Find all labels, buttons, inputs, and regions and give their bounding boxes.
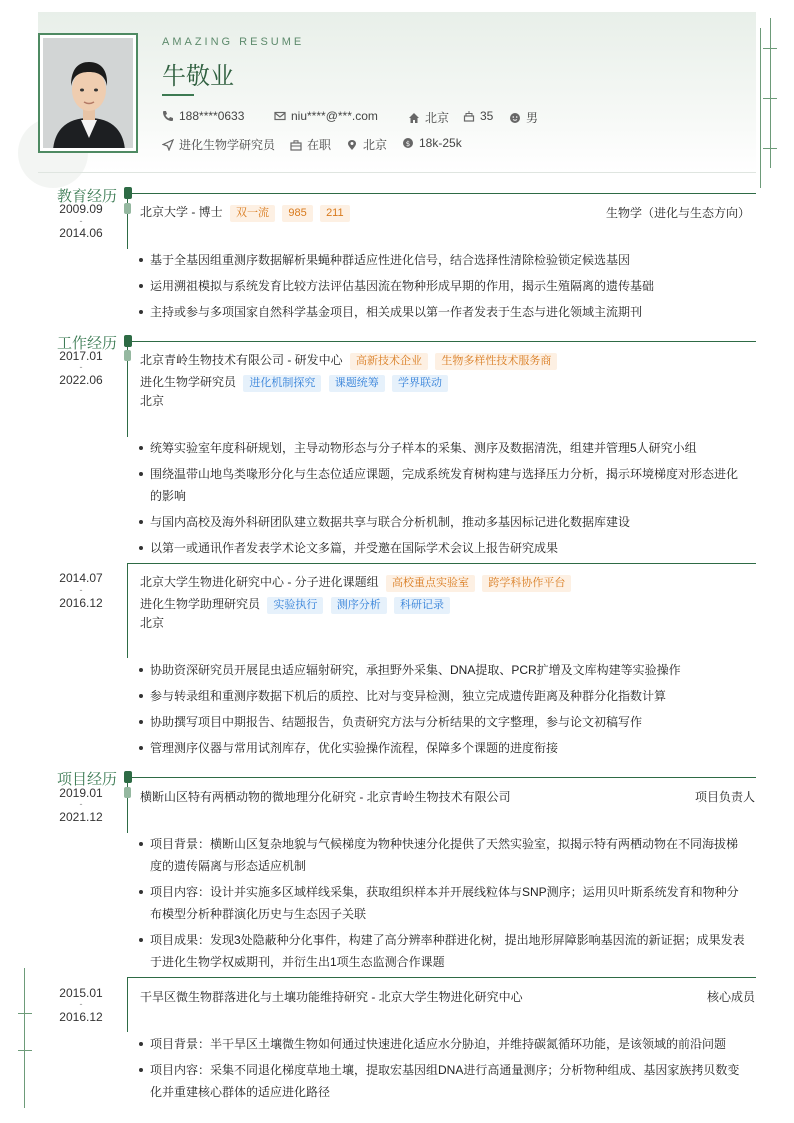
project-start-date: 2019.01 [59, 786, 103, 800]
right-decor-tick [763, 48, 777, 49]
list-item: 主持或参与多项国家自然科学基金项目，相关成果以第一作者发表于生态与进化领域主流期刊 [139, 301, 749, 323]
info-status [290, 136, 331, 153]
list-item: 管理测序仪器与常用试剂库存，优化实验操作流程，保障多个课题的进度衔接 [139, 737, 749, 759]
list-item: 项目内容：设计并实施多区域样线采集，获取组织样本并开展线粒体与SNP测序；运用贝叶斯系统发育和物种分布模型分析种群演化历史与生态因子关联 [139, 881, 749, 925]
section-line [132, 193, 756, 194]
position-text: 进化生物学研究员 [179, 138, 276, 152]
company-tag: 高校重点实验室 [386, 575, 475, 592]
cake-icon [463, 110, 475, 122]
list-item: 基于全基因组重测序数据解析果蝇种群适应性进化信号，结合选择性清除检验锁定候选基因 [139, 249, 749, 271]
timeline-line [127, 977, 128, 1032]
date-dash: - [79, 585, 83, 595]
role-tag: 科研记录 [394, 597, 450, 614]
section-node [124, 771, 132, 783]
entry-divider [128, 977, 756, 978]
edu-start-date: 2009.09 [59, 202, 103, 216]
project-end-date: 2021.12 [59, 810, 103, 824]
edu-tag: 985 [282, 205, 312, 222]
list-item: 项目背景：横断山区复杂地貌与气候梯度为物种快速分化提供了天然实验室，拟揭示特有两栖动物在不同海拔梯度的遗传隔离与形态适应机制 [139, 833, 749, 877]
phone-icon [162, 110, 174, 122]
age-text: 35 [480, 109, 494, 123]
section-line [132, 777, 756, 778]
header-background [38, 12, 756, 172]
info-position [162, 136, 275, 153]
left-decor-tick [18, 1050, 32, 1051]
edu-tag: 211 [320, 205, 350, 222]
role-tag: 课题统筹 [329, 375, 385, 392]
role-tag: 测序分析 [331, 597, 387, 614]
company-tag: 生物多样性技术服务商 [435, 353, 557, 370]
list-item: 运用溯祖模拟与系统发育比较方法评估基因流在物种形成早期的作用，揭示生殖隔离的遗传基础 [139, 275, 749, 297]
mail-icon [274, 110, 286, 122]
brand-label: AMAZING RESUME [162, 36, 305, 48]
timeline-node [124, 203, 131, 214]
job-company: 北京大学生物进化研究中心 - 分子进化课题组 [140, 575, 379, 589]
right-decor-line-2 [760, 28, 761, 188]
edu-school-row [140, 203, 350, 222]
city-text: 北京 [425, 111, 450, 125]
job-role: 进化生物学助理研究员 [140, 597, 261, 611]
company-tag: 高新技术企业 [350, 353, 428, 370]
date-dash: - [79, 216, 83, 226]
salary-text: 18k-25k [419, 136, 462, 150]
phone-text: 188****0633 [179, 109, 245, 123]
job-end-date: 2022.06 [59, 373, 103, 387]
info-email [274, 109, 378, 123]
timeline-node [124, 787, 131, 798]
home-icon [408, 112, 420, 124]
info-salary [402, 136, 462, 150]
section-title-education: 教育经历 [57, 188, 118, 205]
svg-text:$: $ [405, 139, 411, 148]
role-tag: 实验执行 [267, 597, 323, 614]
briefcase-icon [290, 139, 302, 151]
portrait-image [43, 38, 133, 148]
project-end-date: 2016.12 [59, 1010, 103, 1024]
info-gender [509, 109, 538, 126]
timeline-line [127, 563, 128, 658]
status-text: 在职 [307, 138, 332, 152]
job-end-date: 2016.12 [59, 596, 103, 610]
list-item: 项目成果：发现3处隐蔽种分化事件，构建了高分辨率种群进化树，提出地形屏障影响基因流的新证据；成果发表于进化生物学权威期刊，并衍生出1项生态监测合作课题 [139, 929, 749, 973]
project-start-date: 2015.01 [59, 986, 103, 1000]
info-city [408, 109, 449, 126]
header-divider [38, 172, 756, 173]
role-tag: 学界联动 [392, 375, 448, 392]
role-tag: 进化机制探究 [243, 375, 321, 392]
info-phone [162, 109, 244, 123]
list-item: 项目内容：采集不同退化梯度草地土壤，提取宏基因组DNA进行高通量测序；分析物种组成、基因家族拷贝数变化并重建核心群体的适应进化路径 [139, 1059, 749, 1103]
job-company: 北京青岭生物技术有限公司 - 研发中心 [140, 353, 343, 367]
right-decor-line [770, 18, 771, 168]
face-icon [509, 112, 521, 124]
job-start-date: 2014.07 [59, 571, 103, 585]
avatar [38, 33, 138, 153]
section-node [124, 187, 132, 199]
list-item: 以第一或通讯作者发表学术论文多篇，并受邀在国际学术会议上报告研究成果 [139, 537, 749, 559]
right-decor-tick [763, 148, 777, 149]
right-decor-tick [763, 98, 777, 99]
job-role-row [140, 595, 450, 614]
left-decor-tick [18, 1013, 32, 1014]
list-item: 与国内高校及海外科研团队建立数据共享与联合分析机制，推动多基因标记进化数据库建设 [139, 511, 749, 533]
job-role-row [140, 373, 448, 392]
email-text: niu****@***.com [291, 109, 378, 123]
edu-school: 北京大学 - 博士 [140, 205, 223, 219]
job-role: 进化生物学研究员 [140, 375, 237, 389]
list-item: 参与转录组和重测序数据下机后的质控、比对与变异检测，独立完成遗传距离及种群分化指数计算 [139, 685, 749, 707]
job-city: 北京 [140, 394, 165, 408]
section-title-projects: 项目经历 [57, 771, 118, 788]
job-city: 北京 [140, 616, 165, 630]
project-role: 项目负责人 [694, 790, 755, 804]
project-role: 核心成员 [706, 990, 755, 1004]
list-item: 项目背景：半干旱区土壤微生物如何通过快速进化适应水分胁迫，并维持碳氮循环功能，是该领域的前沿问题 [139, 1033, 749, 1055]
edu-major: 生物学（进化与生态方向） [605, 206, 750, 220]
company-tag: 跨学科协作平台 [482, 575, 571, 592]
location-icon [346, 139, 358, 151]
list-item: 协助资深研究员开展昆虫适应辐射研究，承担野外采集、DNA提取、PCR扩增及文库构建等实验操作 [139, 659, 749, 681]
candidate-name: 牛敬业 [162, 63, 234, 90]
info-target-city [346, 136, 387, 153]
gender-text: 男 [526, 111, 539, 125]
list-item: 统筹实验室年度科研规划，主导动物形态与分子样本的采集、测序及数据清洗，组建并管理5人研究小组 [139, 437, 749, 459]
date-dash: - [79, 799, 83, 809]
list-item: 协助撰写项目中期报告、结题报告，负责研究方法与分析结果的文字整理，参与论文初稿写作 [139, 711, 749, 733]
info-age [463, 109, 493, 123]
target-city-text: 北京 [363, 138, 388, 152]
list-item: 围绕温带山地鸟类喙形分化与生态位适应课题，完成系统发育树构建与选择压力分析，揭示环境梯度对形态进化的影响 [139, 463, 749, 507]
project-name: 横断山区特有两栖动物的微地理分化研究 - 北京青岭生物技术有限公司 [140, 790, 511, 804]
money-icon [402, 137, 414, 149]
edu-end-date: 2014.06 [59, 226, 103, 240]
edu-tag: 双一流 [230, 205, 275, 222]
entry-divider [128, 563, 756, 564]
project-name: 干旱区微生物群落进化与土壤功能维持研究 - 北京大学生物进化研究中心 [140, 990, 523, 1004]
section-line [132, 341, 756, 342]
job-company-row [140, 573, 571, 592]
job-company-row [140, 351, 557, 370]
job-start-date: 2017.01 [59, 349, 103, 363]
section-node [124, 335, 132, 347]
date-dash: - [79, 999, 83, 1009]
name-underline [162, 94, 194, 96]
send-icon [162, 139, 174, 151]
timeline-node [124, 350, 131, 361]
date-dash: - [79, 362, 83, 372]
section-title-work: 工作经历 [57, 335, 118, 352]
left-decor-line [24, 968, 25, 1108]
